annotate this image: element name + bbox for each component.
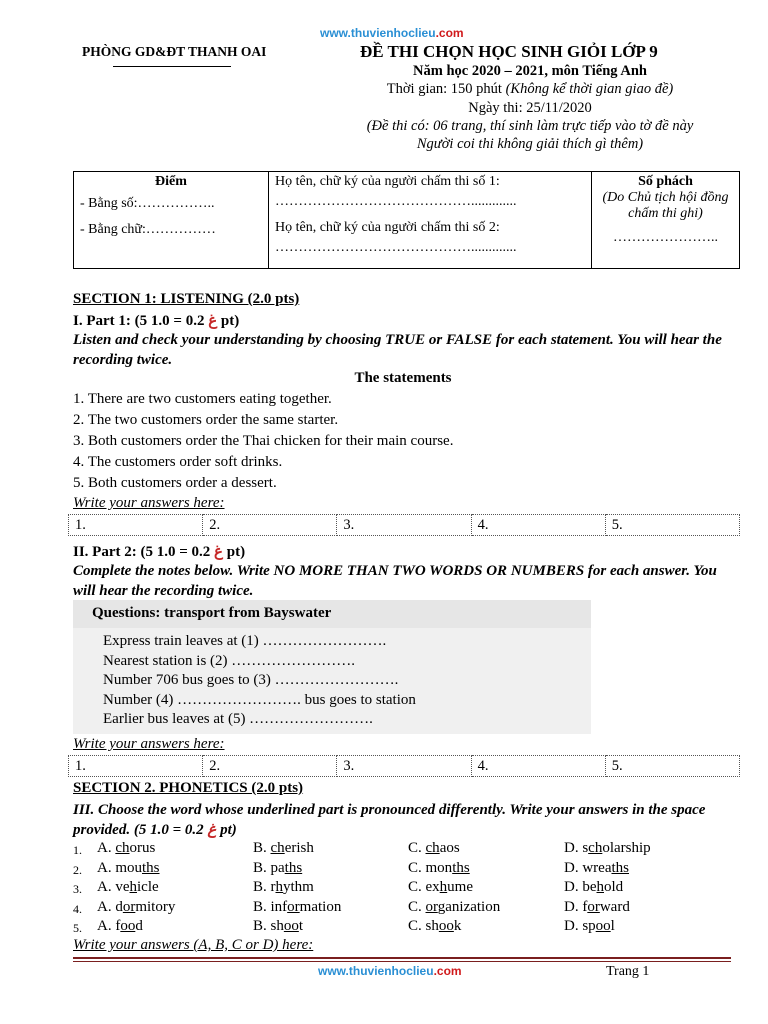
phonetics-option	[408, 860, 470, 877]
statement-item: 3. Both customers order the Thai chicken for their main course.	[73, 433, 454, 449]
option-underlined-part: oo	[438, 918, 454, 934]
examiner-2-field[interactable]: …………………………………….............	[275, 240, 517, 255]
phonetics-item-number: 2.	[73, 862, 82, 877]
option-underlined-part: oo	[120, 918, 136, 934]
phonetics-option	[564, 840, 651, 857]
option-underlined-part: h	[275, 879, 283, 895]
option-underlined-part: oo	[595, 918, 611, 934]
answer-cell[interactable]: 4.	[471, 756, 605, 777]
exam-time-note: (Không kể thời gian giao đề)	[505, 81, 674, 97]
option-underlined-part: ths	[284, 859, 303, 876]
score-title: Điểm	[155, 174, 187, 189]
site-name: www.thuvienhoclieu	[320, 26, 436, 40]
phonetics-option	[97, 899, 175, 916]
option-text: ume	[447, 879, 473, 895]
section-2-title: SECTION 2. PHONETICS (2.0 pts)	[73, 780, 304, 796]
times-symbol: ﻍ	[207, 822, 217, 838]
site-tld: .com	[433, 964, 462, 978]
option-underlined-part: oo	[283, 918, 299, 934]
phonetics-item-number: 1.	[73, 843, 82, 857]
option-text: D. f	[564, 898, 588, 915]
option-underlined-part: or	[287, 898, 300, 915]
answer-cell[interactable]: 3.	[337, 515, 471, 536]
site-link-bottom[interactable]	[318, 964, 462, 978]
option-underlined-part: ch	[425, 840, 440, 856]
answer-cell[interactable]: 1.	[69, 515, 203, 536]
statement-item: 1. There are two customers eating together.	[73, 391, 332, 407]
option-text: ythm	[283, 879, 314, 895]
option-text: D. be	[564, 879, 597, 895]
option-text: B.	[253, 840, 271, 856]
code-cell	[592, 172, 740, 269]
exam-year: Năm học 2020 – 2021, môn Tiếng Anh	[413, 63, 647, 79]
phonetics-item-number: 4.	[73, 901, 82, 916]
option-text: icle	[137, 879, 159, 895]
site-tld: .com	[435, 26, 464, 40]
option-underlined-part: h	[439, 879, 448, 895]
write-answers-label: Write your answers here:	[73, 495, 225, 511]
option-text: B. sh	[253, 918, 284, 934]
option-text: t	[298, 918, 304, 934]
site-link-top[interactable]	[320, 26, 464, 40]
option-text: A.	[97, 840, 116, 856]
examiner-1-field[interactable]: …………………………………….............	[275, 194, 517, 209]
option-text: olarship	[602, 840, 651, 856]
code-note: (Do Chủ tịch hội đồng chấm thi ghi)	[602, 190, 729, 221]
code-field[interactable]: …………………..	[613, 230, 718, 245]
answer-cell[interactable]: 5.	[605, 756, 739, 777]
exam-title: ĐỀ THI CHỌN HỌC SINH GIỎI LỚP 9	[360, 42, 658, 61]
times-symbol: ﻍ	[214, 544, 223, 560]
statements-list	[73, 389, 453, 494]
section-1-title: SECTION 1: LISTENING (2.0 pts)	[73, 291, 300, 307]
part-3-instruction	[73, 800, 740, 840]
option-underlined-part: ths	[611, 859, 629, 876]
option-text: A. ve	[97, 879, 130, 895]
option-underlined-part: ch	[588, 840, 603, 856]
phonetics-option	[408, 918, 461, 935]
question-item: Number (4) ……………………. bus goes to station	[103, 691, 416, 708]
option-text: mitory	[135, 898, 176, 915]
question-item: Number 706 bus goes to (3) …………………….	[103, 672, 399, 688]
phonetics-option	[253, 899, 341, 916]
statement-item: 2. The two customers order the same starter.	[73, 412, 339, 428]
school-name: PHÒNG GD&ĐT THANH OAI	[82, 44, 267, 59]
examiner-cell	[269, 172, 592, 269]
exam-time-plain: Thời gian: 150 phút	[386, 81, 506, 97]
footer-rule-thin	[73, 961, 731, 962]
option-text: A. mou	[97, 859, 142, 876]
phonetics-option	[408, 899, 500, 916]
option-text: D. wrea	[564, 859, 612, 876]
option-text: k	[453, 918, 462, 934]
questions-title: Questions: transport from Bayswater	[92, 605, 332, 621]
option-text: l	[610, 918, 615, 934]
phonetics-option	[97, 860, 160, 877]
statement-item: 5. Both customers order a dessert.	[73, 475, 277, 491]
examiner-2-label: Họ tên, chữ ký của người chấm thi số 2:	[275, 220, 500, 235]
exam-note-2: Người coi thi không giải thích gì thêm)	[416, 136, 644, 152]
question-item: Express train leaves at (1) …………………….	[103, 633, 387, 649]
score-number-field[interactable]: - Bằng số:……………..	[80, 196, 215, 211]
phonetics-option	[253, 879, 314, 896]
school-underline	[113, 66, 231, 67]
option-text: A. f	[97, 918, 121, 934]
part-3-score: 0.2 = 1.0 pt)	[150, 822, 237, 838]
phonetics-option	[408, 840, 460, 857]
statements-title: The statements	[354, 370, 452, 386]
option-text: C. ex	[408, 879, 440, 895]
question-item: Nearest station is (2) …………………….	[103, 652, 356, 669]
phonetics-option	[97, 918, 143, 935]
part-2-title	[73, 542, 245, 561]
option-text: erish	[284, 840, 314, 856]
site-name: www.thuvienhoclieu	[318, 964, 434, 978]
option-text: C.	[408, 898, 426, 915]
phonetics-option	[408, 879, 473, 896]
option-underlined-part: or	[425, 898, 438, 915]
footer-rule	[73, 957, 731, 959]
phonetics-item-number: 5.	[73, 921, 82, 935]
option-text: d	[135, 918, 143, 934]
option-text: B. r	[253, 879, 276, 895]
option-text: D. sp	[564, 918, 596, 934]
answer-cell[interactable]: 2.	[203, 515, 337, 536]
times-symbol: ﻍ	[208, 313, 218, 329]
option-text: ward	[599, 898, 630, 915]
write-answers-label-3: Write your answers (A, B, C or D) here:	[73, 937, 314, 953]
option-text: aos	[439, 840, 460, 856]
part-2-instruction: Complete the notes below. Write NO MORE THAN TWO WORDS OR NUMBERS for each answer. You will hear the recording twice.	[73, 563, 717, 599]
score-cell	[74, 172, 269, 269]
code-title: Số phách	[638, 174, 693, 189]
option-text: mation	[299, 898, 342, 915]
exam-time	[320, 81, 740, 98]
option-underlined-part: ths	[142, 859, 160, 876]
phonetics-option	[97, 879, 159, 896]
option-text: ganization	[437, 898, 501, 915]
option-text: D. s	[564, 840, 589, 856]
part-2-score: 0.2 = 1.0 pt)	[156, 544, 246, 560]
option-underlined-part: ch	[270, 840, 285, 856]
phonetics-option	[564, 899, 630, 916]
option-underlined-part: h	[596, 879, 604, 895]
page-number: Trang 1	[606, 964, 650, 979]
option-underlined-part: ths	[452, 859, 470, 876]
answer-cell[interactable]: 4.	[471, 515, 605, 536]
answer-cell[interactable]: 3.	[337, 756, 471, 777]
phonetics-option	[97, 840, 155, 857]
part-1-label: I. Part 1: (5	[73, 313, 151, 329]
phonetics-item-number: 3.	[73, 882, 82, 896]
part-1-score: 0.2 = 1.0 pt)	[150, 313, 240, 329]
score-table	[73, 171, 740, 269]
option-text: orus	[129, 840, 156, 856]
option-text: C.	[408, 840, 426, 856]
question-item: Earlier bus leaves at (5) …………………….	[103, 711, 373, 727]
option-text: A. d	[97, 898, 123, 915]
option-text: B. pa	[253, 859, 285, 876]
phonetics-option	[564, 860, 629, 877]
option-underlined-part: ch	[115, 840, 130, 856]
exam-note-1: (Đề thi có: 06 trang, thí sinh làm trực tiếp vào tờ đề này	[366, 118, 694, 134]
part-1-title	[73, 311, 239, 330]
score-words-field[interactable]: - Bằng chữ:……………	[80, 222, 216, 237]
answer-cell[interactable]: 1.	[69, 756, 203, 777]
answer-cell[interactable]: 5.	[605, 515, 739, 536]
answer-table-part-1	[68, 514, 740, 536]
option-text: C. mon	[408, 859, 453, 876]
statement-item: 4. The customers order soft drinks.	[73, 454, 283, 470]
phonetics-option	[564, 918, 615, 935]
examiner-1-label: Họ tên, chữ ký của người chấm thi số 1:	[275, 174, 500, 189]
questions-list	[103, 632, 416, 730]
phonetics-option	[253, 860, 302, 877]
option-underlined-part: or	[587, 898, 600, 915]
option-underlined-part: or	[122, 898, 136, 915]
option-underlined-part: h	[129, 879, 137, 895]
option-text: C. sh	[408, 918, 439, 934]
part-1-instruction: Listen and check your understanding by choosing TRUE or FALSE for each statement. You will hear the recording twice.	[73, 332, 722, 368]
answer-cell[interactable]: 2.	[203, 756, 337, 777]
part-2-label: II. Part 2: (5	[73, 544, 157, 560]
option-text: B. inf	[253, 898, 288, 915]
option-text: old	[604, 879, 624, 895]
answer-table-part-2	[68, 755, 740, 777]
write-answers-label-2: Write your answers here:	[73, 736, 225, 752]
phonetics-option	[564, 879, 623, 896]
phonetics-option	[253, 840, 314, 857]
exam-date: Ngày thi: 25/11/2020	[468, 100, 592, 116]
part-3-text: III. Choose the word whose underlined part is pronounced differently. Write your answers in the space provided. (5	[73, 802, 706, 838]
phonetics-option	[253, 918, 303, 935]
